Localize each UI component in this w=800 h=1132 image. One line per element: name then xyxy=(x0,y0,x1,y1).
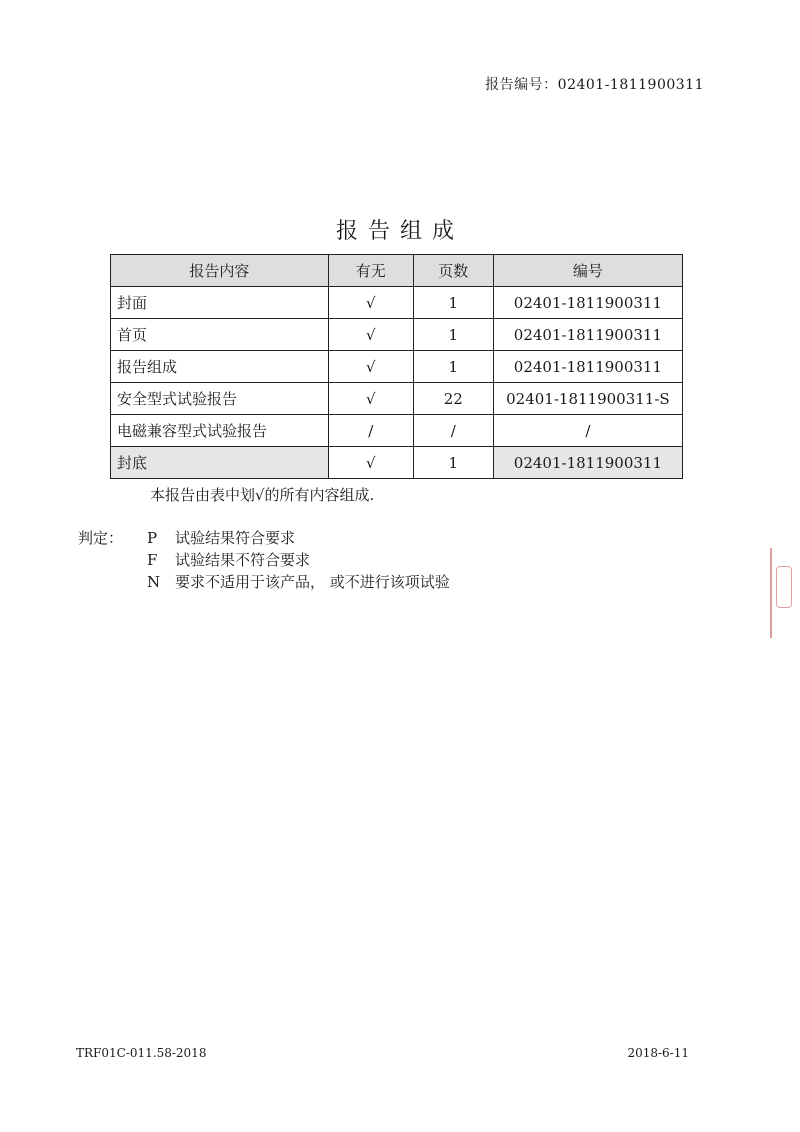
seal-stamp-fragment xyxy=(770,548,796,638)
verdict-list xyxy=(147,527,450,593)
cell-content: 报告组成 xyxy=(111,351,329,383)
cell-present: √ xyxy=(328,447,413,479)
verdict-text: 要求不适用于该产品， 或不进行该项试验 xyxy=(175,573,450,591)
verdict-item-pass xyxy=(147,527,450,549)
table-row xyxy=(111,383,683,415)
cell-pages: 1 xyxy=(413,319,493,351)
cell-number: 02401-1811900311 xyxy=(493,447,682,479)
table-row xyxy=(111,447,683,479)
cell-present: √ xyxy=(328,287,413,319)
cell-pages: 1 xyxy=(413,447,493,479)
verdict-code: N xyxy=(147,573,161,591)
column-header-number: 编号 xyxy=(493,255,682,287)
verdict-text: 试验结果符合要求 xyxy=(175,529,296,547)
column-header-present: 有无 xyxy=(328,255,413,287)
cell-number: 02401-1811900311 xyxy=(493,287,682,319)
verdict-label: 判定： xyxy=(78,529,124,547)
cell-pages: 1 xyxy=(413,351,493,383)
verdict-code: F xyxy=(147,551,158,569)
column-header-content: 报告内容 xyxy=(111,255,329,287)
cell-content: 电磁兼容型式试验报告 xyxy=(111,415,329,447)
cell-present: √ xyxy=(328,383,413,415)
cell-pages: 22 xyxy=(413,383,493,415)
cell-pages: / xyxy=(413,415,493,447)
table-row xyxy=(111,351,683,383)
verdict-text: 试验结果不符合要求 xyxy=(175,551,311,569)
cell-number: 02401-1811900311-S xyxy=(493,383,682,415)
page-title: 报告组成 xyxy=(335,219,464,244)
cell-content: 首页 xyxy=(111,319,329,351)
table-row xyxy=(111,415,683,447)
column-header-pages: 页数 xyxy=(413,255,493,287)
verdict-code: P xyxy=(147,529,158,547)
verdict-item-na xyxy=(147,571,450,593)
cell-present: √ xyxy=(328,351,413,383)
cell-content: 安全型式试验报告 xyxy=(111,383,329,415)
form-code: TRF01C-011.58-2018 xyxy=(76,1046,207,1060)
cell-pages: 1 xyxy=(413,287,493,319)
cell-number: 02401-1811900311 xyxy=(493,319,682,351)
cell-number: / xyxy=(493,415,682,447)
cell-present: √ xyxy=(328,319,413,351)
cell-content: 封底 xyxy=(111,447,329,479)
cell-number: 02401-1811900311 xyxy=(493,351,682,383)
composition-note: 本报告由表中划√的所有内容组成. xyxy=(150,486,375,504)
table-header-row xyxy=(111,255,683,287)
table-row xyxy=(111,287,683,319)
cell-present: / xyxy=(328,415,413,447)
footer-date: 2018-6-11 xyxy=(627,1046,689,1060)
verdict-item-fail xyxy=(147,549,450,571)
composition-table xyxy=(110,254,683,479)
report-number: 报告编号：02401-1811900311 xyxy=(485,77,704,93)
table-row xyxy=(111,319,683,351)
cell-content: 封面 xyxy=(111,287,329,319)
